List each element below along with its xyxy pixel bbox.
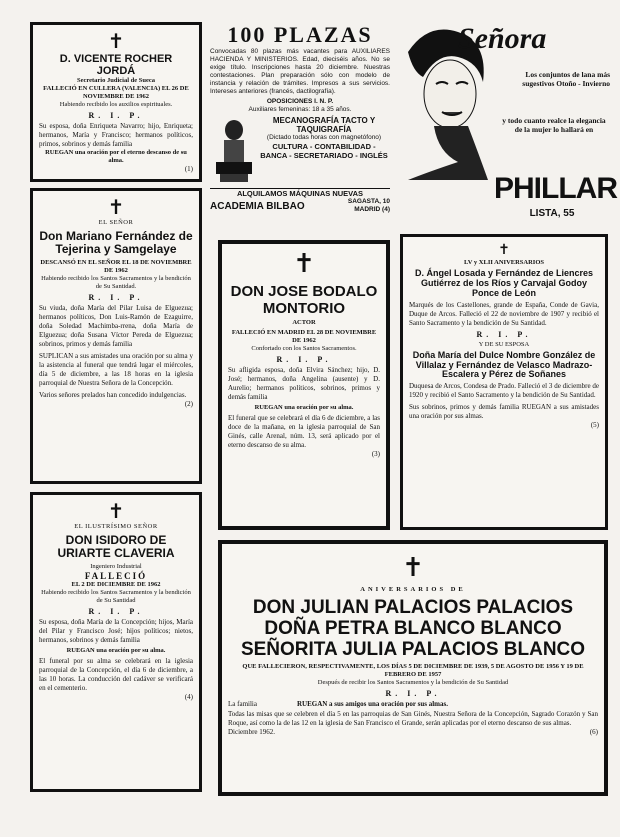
deceased-name-2: DOÑA PETRA BLANCO BLANCO — [264, 617, 562, 639]
store-name: PHILLAR — [494, 172, 617, 205]
ad-alquilamos: ALQUILAMOS MÁQUINAS NUEVAS — [210, 188, 390, 198]
ad-academia: ACADEMIA BILBAO — [210, 200, 305, 212]
masses: Todas las misas que se celebren el día 5 en las parroquias de San Ginés, Nuestra Señora de la Concepción, Sagrado Corazón y San Roque, así como la de las 12 en la iglesia de San Francisco el Grande, serán aplicadas por el eterno descanso de sus almas. — [228, 709, 598, 727]
family: Su esposa, doña María de la Concepción; hijos, María del Pilar y Francisco José; hijos políticos; nietos, hermanos, sobrinos y demás familia — [39, 618, 193, 645]
death-info: EL 2 DE DICIEMBRE DE 1962 — [71, 581, 161, 589]
ad-senora — [398, 22, 617, 222]
death-label: FALLECIÓ — [84, 571, 148, 582]
family: Su viuda, doña María del Pilar Luisa de Elguezua; hermanos políticos, Don Luis-Ramón de Ezaguirre, doña Soledad Machimba-rrena, doña María de Elguezua; doña Susana Víctor Pereda de Elguezua; sobrinos, primos y demás familia — [39, 304, 193, 349]
sacraments: Confortado con los Santos Sacramentos. — [251, 345, 357, 352]
ad-address: SAGASTA, 10 MADRID (4) — [347, 198, 390, 213]
cross-icon: ✝ — [498, 242, 510, 258]
ad-number: (5) — [590, 421, 599, 430]
ruegan: RUEGAN una oración por el eterno descanso de su alma. — [45, 149, 187, 165]
ad-mecanografia: MECANOGRAFÍA TACTO Y TAQUIGRAFÍA — [272, 116, 376, 134]
deceased-name-1: DON JULIAN PALACIOS PALACIOS — [252, 597, 574, 618]
funeral: El funeral por su alma se celebrará en la iglesia parroquial de la Concepción, el día 6 de diciembre, a las 10 horas. La conducción del cadáver se verificará en el cementerio. — [39, 657, 193, 693]
cross-icon: ✝ — [107, 195, 125, 219]
family: Su esposa, doña Enriqueta Navarro; hijo, Enriqueta; hermanos, María y Francisco; hermanos políticos, primos, sobrinos y demás familia — [39, 122, 193, 149]
ad-dictado: (Dictado todas horas con magnetófono) — [266, 134, 382, 141]
death-info: DESCANSÓ EN EL SEÑOR EL 18 DE NOVIEMBRE DE 1962 — [40, 259, 192, 275]
honorific: EL ILUSTRÍSIMO SEÑOR — [74, 523, 158, 530]
ad-line-2: y todo cuanto realce la elegancia de la mujer lo hallará en — [502, 116, 606, 134]
sacraments: Habiendo recibido los Santos Sacramentos y la bendición de Su Santidad — [41, 589, 191, 605]
store-address: LISTA, 55 — [529, 208, 575, 219]
ruegan: RUEGAN una oración por su alma. — [66, 647, 166, 655]
spouse-label: Y DE SU ESPOSA — [478, 340, 530, 348]
ruegan: RUEGAN una oración por su alma. — [254, 404, 354, 411]
death-info: FALLECIÓ EN MADRID EL 28 DE NOVIEMBRE DE 1962 — [231, 329, 377, 344]
ad-number: (4) — [184, 693, 193, 702]
notice-date: Diciembre 1962. — [228, 727, 276, 736]
rip: R. I. P. — [88, 293, 144, 303]
obituary-mariano-fernandez — [30, 188, 202, 484]
ruegan: RUEGAN a sus amigos una oración por sus almas. — [296, 699, 448, 708]
deceased-text-1: Marqués de los Castellones, grande de España, Conde de Gavia, Duque de Arcos. Falleció el 22 de noviembre de 1907 y recibió el Santo Sacramento y la bendición de Su Santidad. — [409, 300, 599, 327]
obituary-palacios-aniversarios — [218, 540, 608, 796]
cross-icon: ✝ — [402, 553, 424, 583]
obituary-jose-bodalo — [218, 240, 390, 530]
ad-number: (1) — [184, 165, 193, 174]
deceased-name: Don Mariano Fernández de Tejerina y Samgelaye — [39, 229, 193, 257]
ad-line-1: Los conjuntos de lana más sugestivos Otoño - Invierno — [522, 70, 610, 88]
anniversary-heading: ANIVERSARIOS DE — [360, 586, 466, 593]
deceased-name-3: SEÑORITA JULIA PALACIOS BLANCO — [240, 638, 586, 660]
ad-cultura: CULTURA - CONTABILIDAD - BANCA - SECRETARIADO - INGLÉS — [260, 142, 388, 160]
sacraments: Habiendo recibido los auxilios espirituales. — [59, 101, 173, 109]
cross-icon: ✝ — [107, 29, 125, 53]
ad-number: (2) — [184, 400, 193, 409]
sacraments: Después de recibir los Santos Sacramentos y la bendición de Su Santidad — [317, 678, 509, 686]
cross-icon: ✝ — [293, 249, 315, 279]
deceased-name: D. VICENTE ROCHER JORDÁ — [59, 53, 173, 78]
rip: R. I. P. — [276, 355, 332, 364]
indulgences: Varios señores prelados han concedido indulgencias. — [39, 391, 187, 400]
deceased-role: Secretario Judicial de Sueca — [76, 77, 156, 85]
obituary-vicente-rocher — [30, 22, 202, 182]
honorific: EL SEÑOR — [98, 219, 134, 226]
rip: R. I. P. — [385, 688, 441, 698]
deceased-text-2: Duquesa de Arcos, Condesa de Prado. Falleció el 3 de diciembre de 1920 y recibió el Santo Sacramento y la bendición de Su Santidad. — [409, 382, 599, 400]
typewriter-illustration — [210, 116, 258, 186]
ad-number: (6) — [589, 727, 598, 736]
ad-100-plazas — [210, 22, 390, 232]
brand-title: Señora — [458, 22, 547, 55]
obituary-losada-aniversarios — [400, 234, 608, 530]
death-dates: QUE FALLECIERON, RESPECTIVAMENTE, LOS DÍAS 5 DE DICIEMBRE DE 1939, 5 DE AGOSTO DE 1956 Y 19 DE FEBRERO DE 1957 — [242, 662, 584, 678]
deceased-name: DON ISIDORO DE URIARTE CLAVERIA — [57, 533, 175, 561]
ad-description: Convocadas 80 plazas más vacantes para AUXILIARES HACIENDA Y MINISTERIOS. Edad, dieciséis años. No se exige título. Inscripciones hasta 20 diciembre. Nuestras contestaciones. Plan preparación sólo con modelo de instancia y relación de trámites. Impresos a sus servicios. Intereses anteriores (francés, dactilografía). — [210, 48, 390, 95]
sacraments: Habiendo recibido los Santos Sacramentos y la bendición de Su Santidad. — [41, 275, 191, 291]
deceased-name-2: Doña María del Dulce Nombre González de Villalaz y Fernández de Velasco Madrazo-Escalera y Pérez de Soñanes — [412, 349, 596, 380]
deceased-name-1: D. Ángel Losada y Fernández de Liencres Gutiérrez de los Ríos y Carvajal Godoy Ponce de León — [414, 268, 594, 298]
ad-oposiciones: OPOSICIONES I. N. P. — [266, 98, 334, 105]
deceased-role: ACTOR — [292, 319, 316, 326]
suplican: SUPLICAN a sus amistades una oración por su alma y la asistencia al funeral que tendrá lugar el miércoles, día 5 de diciembre, a las 18 horas en la iglesia parroquial de Nuestra Señora de la Concepción. — [39, 352, 193, 388]
rip: R. I. P. — [88, 607, 144, 617]
cross-icon: ✝ — [107, 499, 125, 523]
deceased-name: DON JOSE BODALO MONTORIO — [230, 283, 378, 317]
deceased-role: Ingeniero Industrial — [90, 563, 142, 571]
ad-auxiliares: Auxiliares femeninas: 18 a 35 años. — [248, 106, 352, 113]
anniversary-heading: LV y XLII ANIVERSARIOS — [463, 259, 544, 266]
ad-number: (3) — [371, 450, 380, 458]
funeral: El funeral que se celebrará el día 6 de diciembre, a las doce de la mañana, en la iglesia parroquial de San Ginés, calle Arenal, núm. 13, será aplicado por el eterno descanso de su alma. — [228, 414, 380, 449]
ad-title: 100 PLAZAS — [227, 22, 373, 47]
rip: R. I. P. — [476, 329, 532, 339]
obituary-isidoro-uriarte — [30, 492, 202, 792]
family-label: La familia — [228, 699, 257, 708]
family: Sus sobrinos, primos y demás familia RUEGAN a sus amistades una oración por sus almas. — [409, 403, 599, 421]
family: Su afligida esposa, doña Elvira Sánchez; hijo, D. José; hermanos, doña Angelina (ausente) y D. Aurelio; hermanos políticos, sobrinos, primos y demás familia — [228, 366, 380, 401]
death-info: FALLECIÓ EN CULLERA (VALENCIA) EL 26 DE NOVIEMBRE DE 1962 — [43, 85, 189, 101]
rip: R. I. P. — [88, 111, 144, 121]
